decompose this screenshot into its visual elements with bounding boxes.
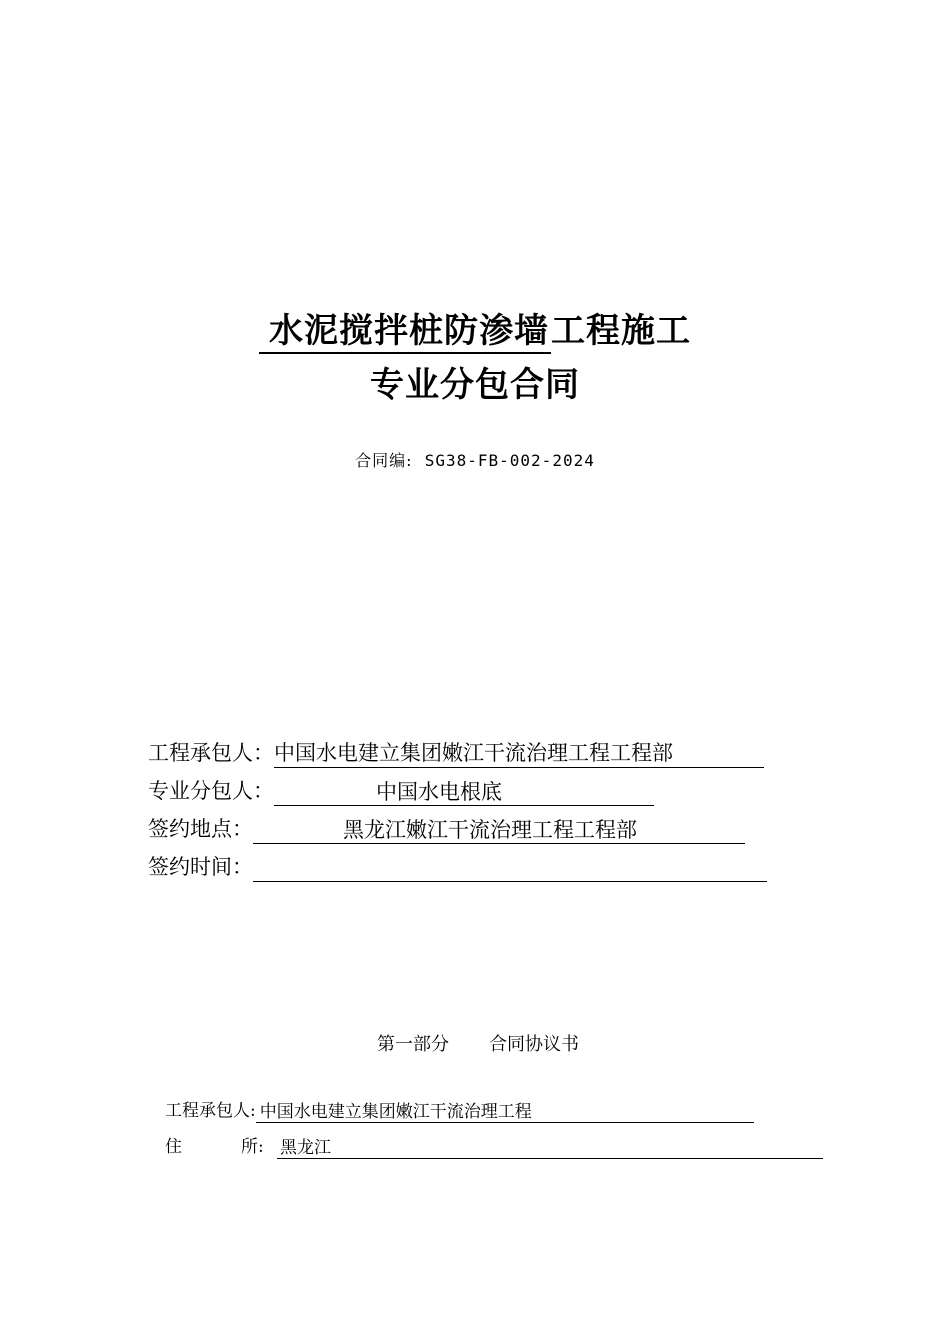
address-label-right: 所: (241, 1137, 264, 1157)
agreement-address-row (165, 1135, 823, 1159)
contract-title-line1 (0, 303, 950, 354)
contractor-value: 中国水电建立集团嫩江干流治理工程工程部 (274, 740, 764, 768)
project-name: 水泥搅拌桩防渗墙 (259, 303, 551, 354)
sign-time-value (253, 854, 767, 882)
contract-number (0, 448, 950, 471)
subcontractor-row (148, 776, 654, 806)
contractor-label: 工程承包人： (148, 741, 274, 765)
contract-title-line2: 专业分包合同 (370, 365, 580, 405)
part-one-number: 第一部分 (377, 1034, 449, 1055)
sign-time-row (148, 852, 767, 882)
agreement-contractor-value: 中国水电建立集团嫩江干流治理工程 (256, 1101, 754, 1123)
address-label (165, 1135, 277, 1159)
sign-place-value: 黑龙江嫩江干流治理工程工程部 (253, 817, 745, 844)
subcontractor-label: 专业分包人： (148, 779, 274, 803)
title-suffix: 工程施工 (551, 311, 691, 351)
contractor-row (148, 738, 764, 768)
agreement-contractor-label: 工程承包人: (165, 1101, 256, 1121)
address-label-left: 住 (165, 1137, 182, 1157)
agreement-contractor-row (165, 1099, 754, 1123)
sign-time-label: 签约时间： (148, 855, 253, 879)
part-one-name: 合同协议书 (489, 1034, 579, 1055)
sign-place-row (148, 814, 745, 844)
sign-place-label: 签约地点： (148, 817, 253, 841)
contract-number-value: SG38-FB-002-2024 (424, 451, 595, 470)
address-value: 黑龙江 (277, 1137, 823, 1159)
part-one-heading (377, 1030, 579, 1056)
contract-number-label: 合同编: (355, 451, 413, 470)
subcontractor-value: 中国水电根底 (274, 779, 654, 806)
